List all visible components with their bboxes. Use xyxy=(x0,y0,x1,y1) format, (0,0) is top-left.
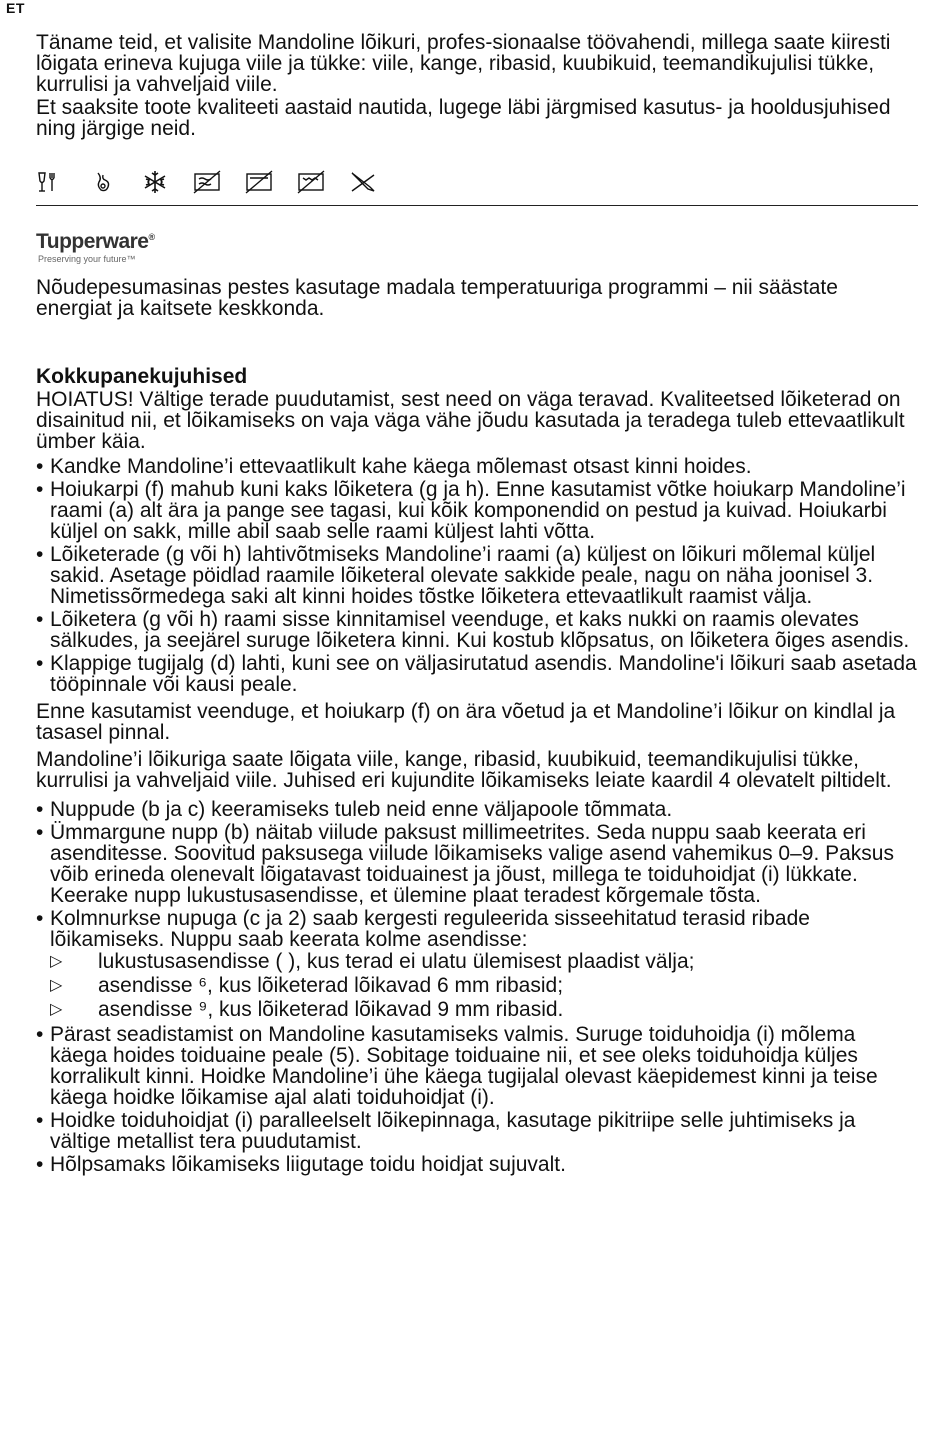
freezer-icon xyxy=(140,169,170,195)
before-use-text: Enne kasutamist veenduge, et hoiukarp (f) on ära võetud ja et Mandoline’i lõikur on kindlal ja tasasel pinnal. xyxy=(36,700,896,744)
no-microwave-icon xyxy=(192,169,222,195)
position-item: ▷ asendisse ⁶, kus lõiketerad lõikavad 6 mm ribasid; xyxy=(36,974,918,998)
section-title: Kokkupanekujuhised xyxy=(36,365,248,388)
warning-text: HOIATUS! Vältige terade puudutamist, sest need on väga teravad. Kvaliteetsed lõiketerad on disainitud nii, et lõikamiseks on vaja väga vähe jõudu kasutada ja teradega tuleb ettevaatlikult ümber käia. xyxy=(36,388,905,453)
list-item: • Hoiukarpi (f) mahub kuni kaks lõiketera (g ja h). Enne kasutamist võtke hoiukarp Mandoline’i raami (a) alt ära ja pange see tagasi, kui kõik komponendid on pestud ja kuivad. Hoiukarbi küljel on sakk, mille abil saab selle raami küljest lahti võtta. xyxy=(36,479,918,542)
position-item: ▷ asendisse ⁹, kus lõiketerad lõikavad 9 mm ribasid. xyxy=(36,998,918,1022)
list-item: • Klappige tugijalg (d) lahti, kuni see on väljasirutatud asendis. Mandoline'i lõikuri saab asetada tööpinnale või kausi peale. xyxy=(36,653,918,695)
shapes-info-text: Mandoline’i lõikuriga saate lõigata viile, kange, ribasid, kuubikuid, teemandikujulisi tükke, kurrulisi ja vahveljaid viile. Juhised eri kujundite lõikamiseks leiate kaardil 4 olevatelt piltidelt. xyxy=(36,748,892,792)
intro-paragraph: Et saaksite toote kvaliteeti aastaid nautida, lugege läbi järgmised kasutus- ja hooldusjuhised ning järgige neid. xyxy=(36,96,891,140)
list-item: • Hõlpsamaks lõikamiseks liigutage toidu hoidjat sujuvalt. xyxy=(36,1154,918,1175)
intro-paragraph: Täname teid, et valisite Mandoline lõikuri, profes-sionaalse töövahendi, millega saate kiiresti lõigata erineva kujuga viile ja tükke: viile, kange, ribasid, kuubikuid, teemandikujulisi tükke, kurrulisi ja vahveljaid viile. xyxy=(36,31,891,96)
list-item: • Lõiketerade (g või h) lahtivõtmiseks Mandoline’i raami (a) küljest on lõikuri mõlemal küljel sakid. Asetage pöidlad raamile lõiketeral olevate sakkide peale, nagu on näha joonisel 3. Nimetissõrmedega saki alt kinni hoides tõstke lõiketera ettevaatlikult raamist välja. xyxy=(36,544,918,607)
no-knife-icon xyxy=(348,169,378,195)
list-item: • Kolmnurkse nupuga (c ja 2) saab kergesti reguleerida sisseehitatud terasid ribade lõikamiseks. Nuppu saab keerata kolme asendisse: xyxy=(36,908,918,950)
usage-list-continued xyxy=(36,1024,918,1175)
logo-tagline: Preserving your future™ xyxy=(38,254,136,264)
care-icons xyxy=(36,169,918,195)
list-item: • Kandke Mandoline’i ettevaatlikult kahe käega mõlemast otsast kinni hoides. xyxy=(36,456,918,477)
tupperware-logo xyxy=(36,226,918,265)
no-oven-icon xyxy=(244,169,274,195)
language-code: ET xyxy=(6,0,25,16)
list-item: • Lõiketera (g või h) raami sisse kinnitamisel veenduge, et kaks nukki on raamis olevates sälkudes, ja seejärel suruge lõiketera kinni. Kui kostub klõpsatus, on lõiketera õiges asendis. xyxy=(36,609,918,651)
list-item: • Hoidke toiduhoidjat (i) paralleelselt lõikepinnaga, kasutage pikitriipe selle juhtimiseks ja vältige metallist tera puudutamist. xyxy=(36,1110,918,1152)
dishwasher-icon xyxy=(36,169,66,195)
position-list xyxy=(36,950,918,1022)
list-item: • Pärast seadistamist on Mandoline kasutamiseks valmis. Suruge toiduhoidja (i) mõlema käega hoides toiduaine peale (5). Sobitage toiduaine nii, et see oleks toiduhoidja küljes korralikult kinni. Hoidke Mandoline’i ühe käega tugijalal olevast käepidemest kinni ja teise käega hoidke lõikamise ajal alati toiduhoidjat (i). xyxy=(36,1024,918,1108)
dishwasher-note: Nõudepesumasinas pestes kasutage madala temperatuuriga programmi – nii säästate energiat ja kaitsete keskkonda. xyxy=(36,276,838,320)
assembly-list xyxy=(36,456,918,695)
usage-list xyxy=(36,799,918,950)
no-grill-icon xyxy=(296,169,326,195)
list-item: • Nuppude (b ja c) keeramiseks tuleb neid enne väljapoole tõmmata. xyxy=(36,799,918,820)
document-body xyxy=(36,32,918,1175)
position-item: ▷ lukustusasendisse ( ), kus terad ei ulatu ülemisest plaadist välja; xyxy=(36,950,918,974)
divider xyxy=(36,205,918,206)
boiling-water-icon xyxy=(88,169,118,195)
list-item: • Ümmargune nupp (b) näitab viilude paksust millimeetrites. Seda nuppu saab keerata eri asenditesse. Soovitud paksusega viilude lõikamiseks valige asend vahemikus 0–9. Paksus võib erineda olenevalt lõigatavast toiduainest ja jõust, millega te toiduhoidjat (i) lükkate. Keerake nupp lukustusasendisse, et ülemine plaat teradest kõrgemale tõsta. xyxy=(36,822,918,906)
intro xyxy=(36,32,918,139)
logo-brand: Tupperware® xyxy=(36,230,155,253)
